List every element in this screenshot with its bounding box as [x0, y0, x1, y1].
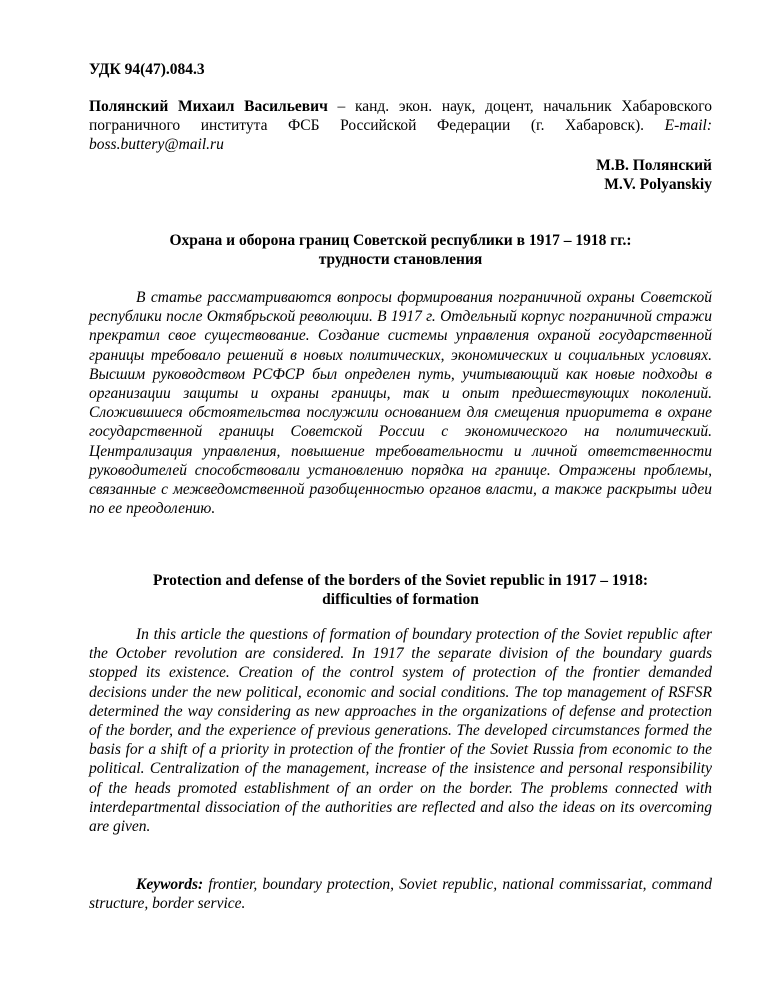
author-full-name: Полянский Михаил Васильевич: [89, 98, 328, 115]
title-en: [89, 571, 712, 609]
title-en-line1: Protection and defense of the borders of the Soviet republic in 1917 – 1918:: [153, 572, 648, 589]
title-ru-line1: Охрана и оборона границ Советской республики в 1917 – 1918 гг.:: [169, 232, 632, 249]
author-short-en: M.V. Polyanskiy: [604, 176, 712, 193]
author-email: E-mail: boss.buttery@mail.ru: [89, 117, 712, 154]
author-info: [89, 97, 712, 155]
udc-code: УДК 94(47).084.3: [89, 61, 205, 78]
title-ru-line2: трудности становления: [318, 251, 483, 269]
abstract-ru: В статье рассматриваются вопросы формирования пограничной охраны Советской республики после Октябрьской революции. В 1917 г. Отдельный корпус пограничной стражи прекратил свое существование. Создание системы управления охраной государственной границы требовало решений в новых политических, экономических и социальных условиях. Высшим руководством РСФСР был определен путь, учитывающий как новые подходы в организации защиты и охраны границы, так и опыт предшествующих поколений. Сложившиеся обстоятельства послужили основанием для смещения приоритета в охране государственной границы Советской России с экономического на политический. Централизация управления, повышение требовательности и личной ответственности руководителей способствовали установлению порядка на границе. Отражены проблемы, связанные с межведомственной разобщенностью органов власти, а также раскрыты идеи по ее преодолению.: [89, 289, 712, 518]
title-en-line2: difficulties of formation: [322, 591, 479, 609]
keywords: [89, 875, 712, 913]
title-ru: [89, 231, 712, 269]
keywords-text: frontier, boundary protection, Soviet republic, national commissariat, command structure, border service.: [89, 876, 712, 913]
author-short-ru: М.В. Полянский: [596, 157, 712, 174]
author-affiliation: – канд. экон. наук, доцент, начальник Хабаровского пограничного института ФСБ Российской Федерации (г. Хабаровск).: [89, 98, 712, 135]
abstract-en: In this article the questions of formation of boundary protection of the Soviet republic after the October revolution are considered. In 1917 the separate division of the boundary guards stopped its existence. Creation of the control system of protection of the frontier demanded decisions under the new political, economic and social conditions. The top management of RSFSR determined the way considering as new approaches in the organizations of defense and protection of the border, and the experience of previous generations. The developed circumstances formed the basis for a shift of a priority in protection of the frontier of the Soviet Russia from economic to the political. Centralization of the management, increase of the insistence and personal responsibility of the heads promoted establishment of an order on the border. The problems connected with interdepartmental dissociation of the authorities are reflected and also the ideas on its overcoming are given.: [89, 626, 712, 836]
keywords-label: Keywords:: [136, 876, 204, 893]
